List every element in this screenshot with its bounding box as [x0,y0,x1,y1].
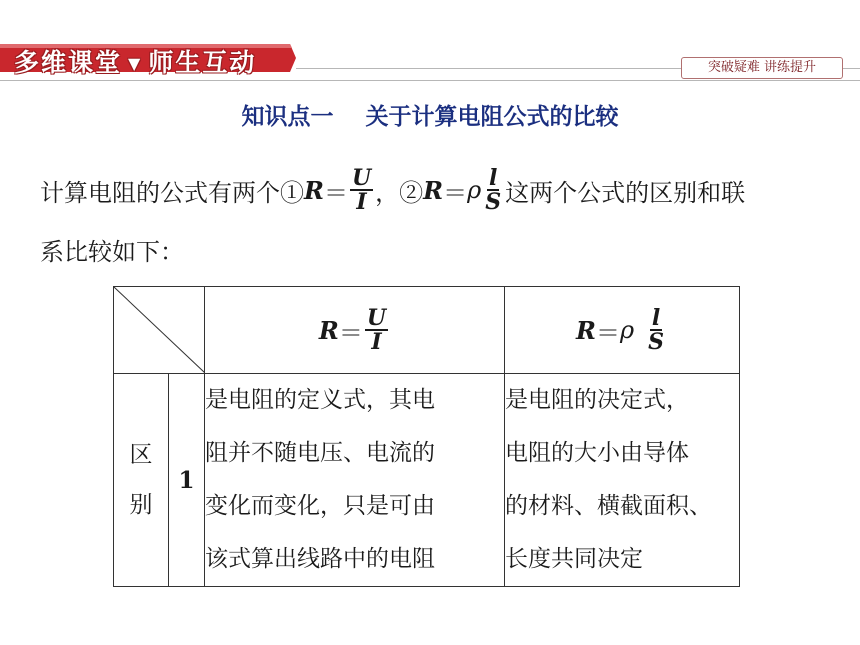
banner-title [14,43,256,79]
header-tag: 突破疑难 讲练提升 [681,57,843,79]
header-formula1-equals: ＝ [338,318,363,347]
definition-formula-description [205,374,505,587]
header-formula2-rho: ρ [619,316,635,344]
formula2-denominator: S [485,189,502,215]
col1-line-3: 变化而变化，只是可由 [205,493,435,519]
col1-line-4: 该式算出线路中的电阻 [205,546,435,572]
col1-line-2: 阻并不随电压、电流的 [205,440,435,466]
comparison-table [113,286,740,587]
formula1-numerator: U [351,165,372,191]
header-formula2-numerator: l [651,305,661,331]
header-formula1-lhs: R [318,315,339,345]
intro-text-part2: ，② [375,178,424,207]
formula1-fraction [350,167,373,213]
col1-line-1: 是电阻的定义式，其电 [205,387,435,413]
table-row-difference-1 [114,374,740,587]
formula2-fraction [483,167,503,213]
header-formula2-cell [505,287,740,374]
col2-line-3: 的材料、横截面积、 [505,493,712,519]
header-formula2 [576,307,668,353]
formula1-denominator: I [356,189,367,215]
header-formula2-equals: ＝ [595,318,620,347]
header-formula1-denominator: I [371,329,382,355]
formula2-equals: ＝ [443,178,468,207]
header-formula2-fraction [646,307,666,353]
formula1-equals: ＝ [323,178,348,207]
header-formula2-denominator: S [648,329,664,355]
determining-formula-description [505,374,740,587]
formula2-numerator: l [488,165,498,191]
intro-text-part1: 计算电阻的公式有两个① [40,178,304,207]
diagonal-line [114,287,205,373]
formula1-lhs: R [304,175,324,205]
row-label-char-1: 区 [129,442,153,468]
banner-title-right: 师生互动 [148,48,257,77]
col2-line-1: 是电阻的决定式， [505,387,689,413]
row-number: 1 [169,374,205,587]
triangle-down-icon: ▼ [128,54,143,73]
header-formula1-cell [205,287,505,374]
banner-title-left: 多维课堂 [14,48,123,77]
row-label-char-2: 别 [129,492,153,518]
intro-line-2: 系比较如下： [40,238,184,266]
section-banner [0,38,296,78]
table-header-row [114,287,740,374]
formula2-rho: ρ [467,176,482,204]
row-label-difference [114,374,169,587]
intro-line-1 [40,160,745,220]
diagonal-header-cell [114,287,205,374]
intro-text-part3: 这两个公式的区别和联 [505,178,746,207]
header-formula1-numerator: U [366,305,387,331]
col2-line-4: 长度共同决定 [505,546,643,572]
header-rule-bottom [0,80,860,81]
section-title: 知识点一 关于计算电阻公式的比较 [241,104,619,130]
header-formula1 [319,307,390,353]
col2-line-2: 电阻的大小由导体 [505,440,689,466]
header-formula2-lhs: R [576,315,596,345]
formula2-lhs: R [423,175,444,205]
header-formula1-fraction [365,307,388,353]
